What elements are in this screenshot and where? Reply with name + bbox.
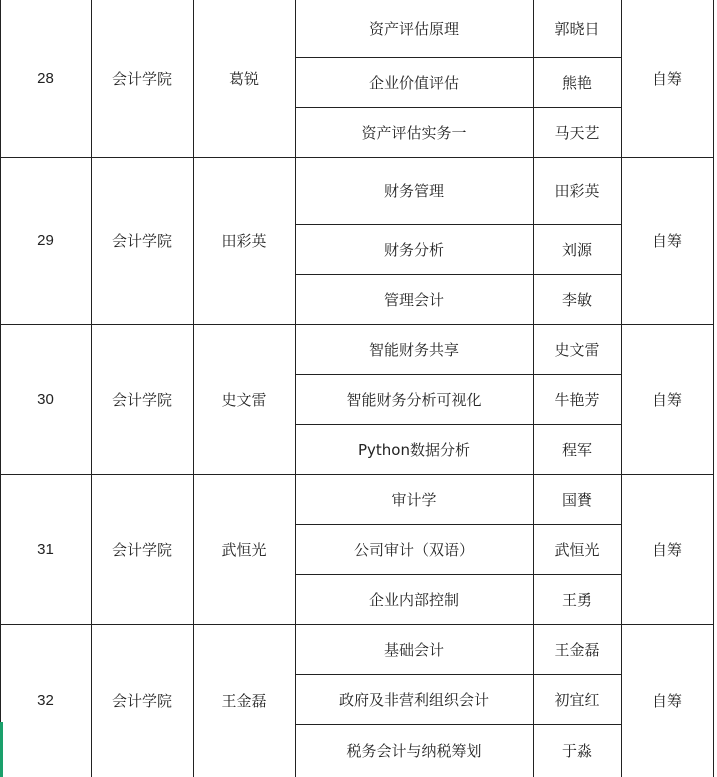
green-edge-marker — [0, 722, 3, 777]
funding-source: 自筹 — [651, 70, 682, 88]
team-leader: 王金磊 — [221, 692, 267, 710]
course-name: Python数据分析 — [358, 440, 470, 459]
course-name: 公司审计（双语） — [353, 540, 474, 559]
row-number: 29 — [37, 232, 54, 249]
column-divider — [713, 0, 714, 777]
course-name: 企业价值评估 — [368, 73, 459, 92]
team-leader: 史文雷 — [221, 390, 267, 409]
funding-source: 自筹 — [651, 692, 682, 710]
college-name: 会计学院 — [111, 540, 172, 559]
course-teacher: 刘源 — [561, 240, 592, 259]
college-name: 会计学院 — [111, 390, 172, 409]
course-name: 智能财务分析可视化 — [346, 390, 482, 409]
funding-source: 自筹 — [651, 540, 682, 559]
course-name: 审计学 — [391, 490, 437, 509]
course-teacher: 程军 — [561, 440, 592, 459]
course-name: 财务分析 — [383, 240, 444, 259]
funding-source: 自筹 — [651, 232, 682, 250]
row-number: 31 — [37, 540, 54, 558]
team-leader: 葛锐 — [228, 70, 259, 88]
course-teacher: 李敏 — [561, 290, 592, 309]
row-number: 30 — [37, 390, 54, 408]
row-number: 32 — [37, 692, 54, 709]
course-name: 智能财务共享 — [368, 340, 459, 359]
course-teacher: 熊艳 — [561, 73, 592, 92]
course-name: 企业内部控制 — [368, 590, 459, 609]
college-name: 会计学院 — [111, 232, 172, 250]
course-teacher: 武恒光 — [554, 540, 600, 559]
course-name: 税务会计与纳税筹划 — [346, 742, 482, 760]
course-name: 基础会计 — [383, 640, 444, 659]
course-teacher: 史文雷 — [554, 340, 600, 359]
team-leader: 武恒光 — [221, 540, 267, 559]
course-name: 政府及非营利组织会计 — [338, 690, 489, 709]
course-teacher: 初宜红 — [554, 690, 600, 709]
course-teacher: 牛艳芳 — [554, 390, 600, 409]
row-number: 28 — [37, 70, 54, 87]
course-name: 管理会计 — [383, 290, 444, 309]
college-name: 会计学院 — [111, 692, 172, 710]
college-name: 会计学院 — [111, 70, 172, 88]
funding-source: 自筹 — [651, 390, 682, 409]
course-name: 资产评估原理 — [368, 20, 459, 38]
course-name: 资产评估实务一 — [361, 123, 467, 142]
course-teacher: 王勇 — [561, 590, 592, 609]
course-teacher: 马天艺 — [554, 123, 600, 142]
course-teacher: 国賚 — [561, 490, 592, 509]
course-teacher: 郭晓日 — [554, 20, 600, 38]
team-leader: 田彩英 — [221, 232, 267, 250]
course-teacher: 王金磊 — [554, 640, 600, 659]
course-teacher: 于淼 — [561, 742, 592, 760]
course-name: 财务管理 — [383, 182, 444, 200]
course-teacher: 田彩英 — [554, 182, 600, 200]
